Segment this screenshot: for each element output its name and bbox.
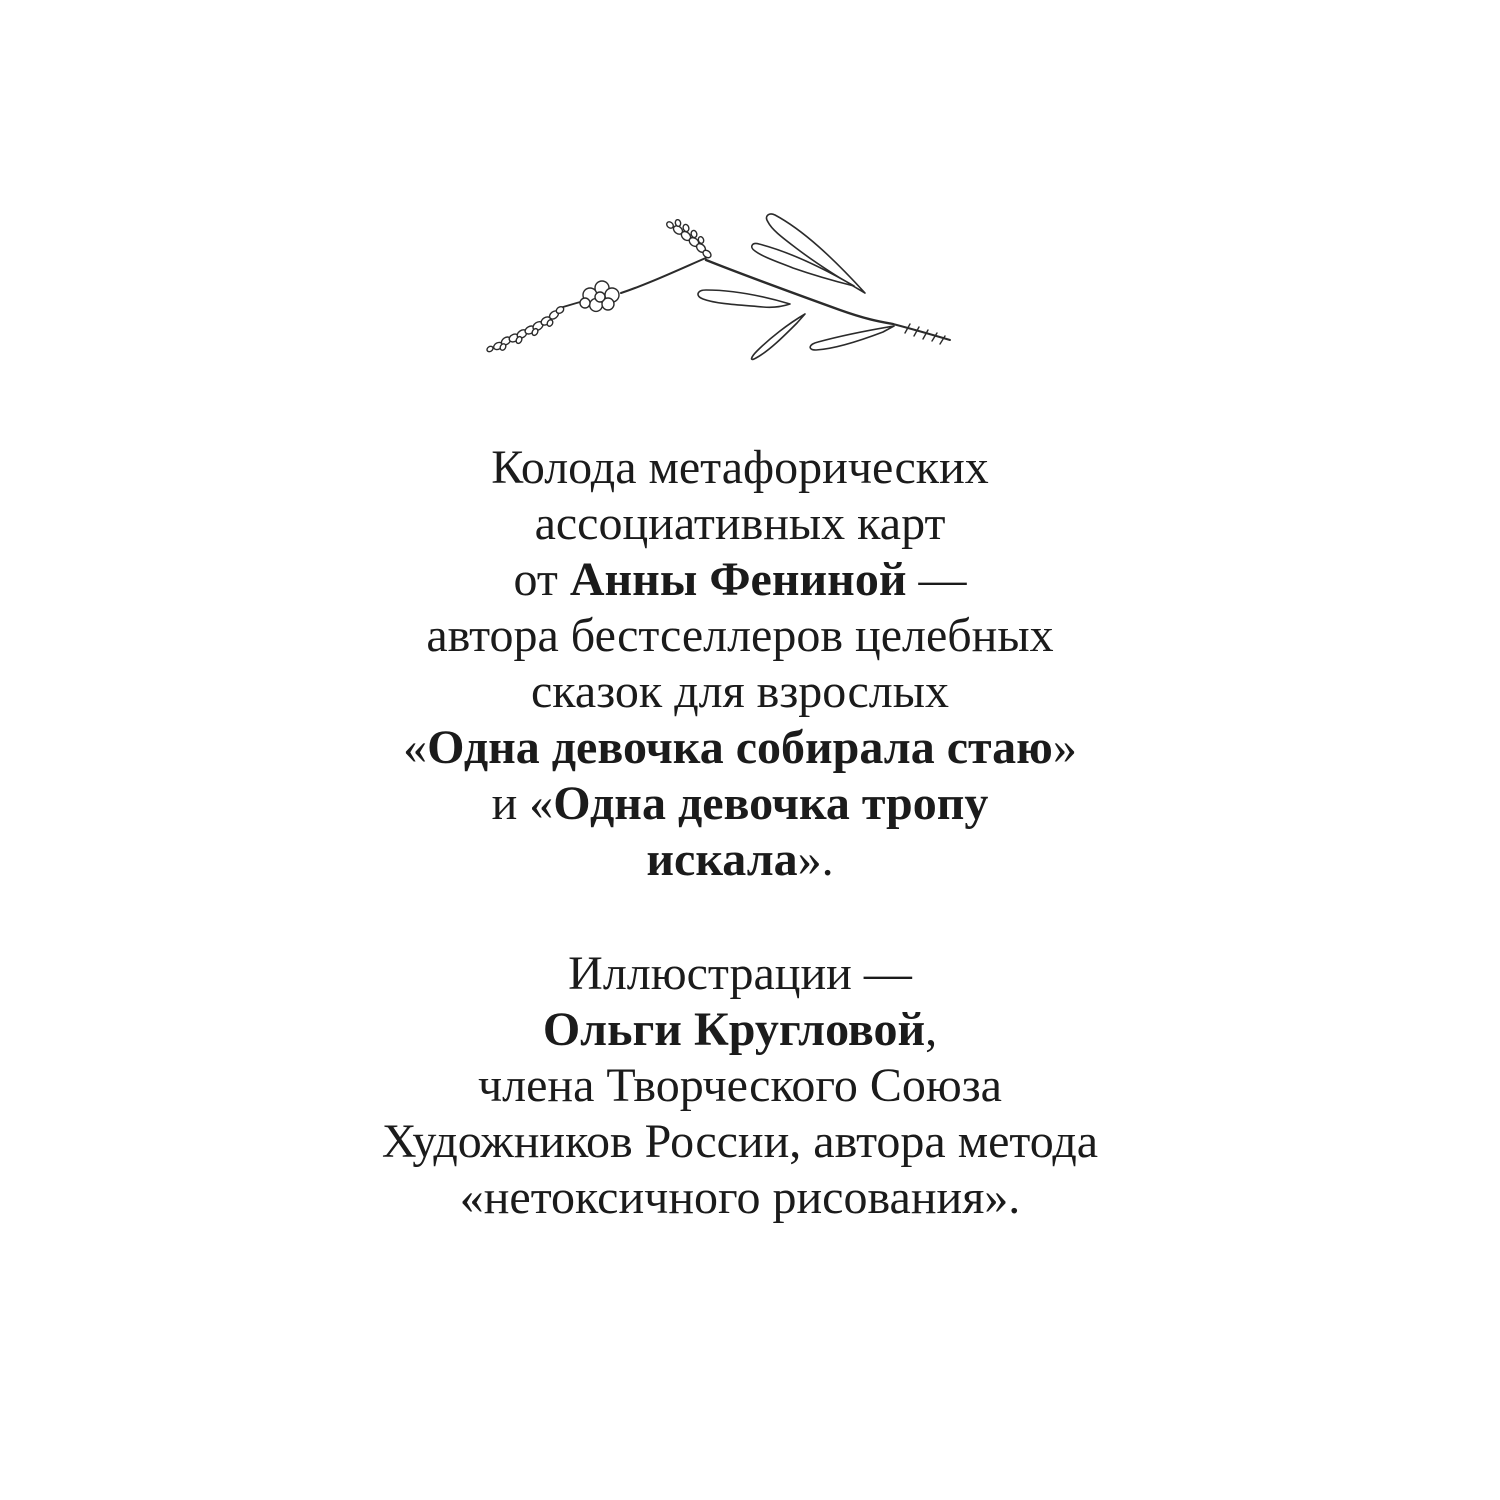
text-line (0, 1058, 1490, 1114)
text-segment: члена Творческого Союза (478, 1059, 1002, 1112)
paragraph-deck-description (0, 440, 1490, 888)
lavender-sprig-icon (478, 200, 960, 375)
text-segment: сказок для взрослых (531, 665, 949, 718)
text-segment: — (906, 553, 967, 606)
text-line (0, 552, 1490, 608)
text-segment: , (925, 1003, 938, 1056)
text-segment: и « (491, 777, 554, 830)
text-line (0, 440, 1490, 496)
text-line (0, 946, 1490, 1002)
text-segment: » (1052, 721, 1077, 774)
text-line (0, 1170, 1490, 1226)
text-line (0, 496, 1490, 552)
text-segment: автора бестселлеров целебных (426, 609, 1054, 662)
text-segment: Художников России, автора метода (381, 1115, 1099, 1168)
text-line (0, 776, 1490, 832)
text-segment: « (403, 721, 428, 774)
book-title-2-continued: искала (646, 833, 798, 886)
description-text (0, 440, 1490, 1226)
illustrator-name: Ольги Кругловой (542, 1003, 926, 1056)
text-segment: Иллюстрации — (568, 947, 912, 1000)
text-segment: от (513, 553, 570, 606)
text-line (0, 720, 1490, 776)
book-title-2: Одна девочка тропу (553, 777, 989, 830)
lavender-sprig-illustration (478, 200, 960, 375)
text-segment: «нетоксичного рисования». (459, 1171, 1021, 1224)
text-segment: ». (797, 833, 834, 886)
text-line (0, 832, 1490, 888)
author-name: Анны Фениной (569, 553, 907, 606)
text-line (0, 1002, 1490, 1058)
text-line (0, 1114, 1490, 1170)
book-title-1: Одна девочка собирала стаю (427, 721, 1053, 774)
text-line (0, 664, 1490, 720)
text-segment: ассоциативных карт (534, 497, 946, 550)
paragraph-illustrator (0, 946, 1490, 1226)
text-segment: Колода метафорических (491, 441, 989, 494)
text-line (0, 608, 1490, 664)
